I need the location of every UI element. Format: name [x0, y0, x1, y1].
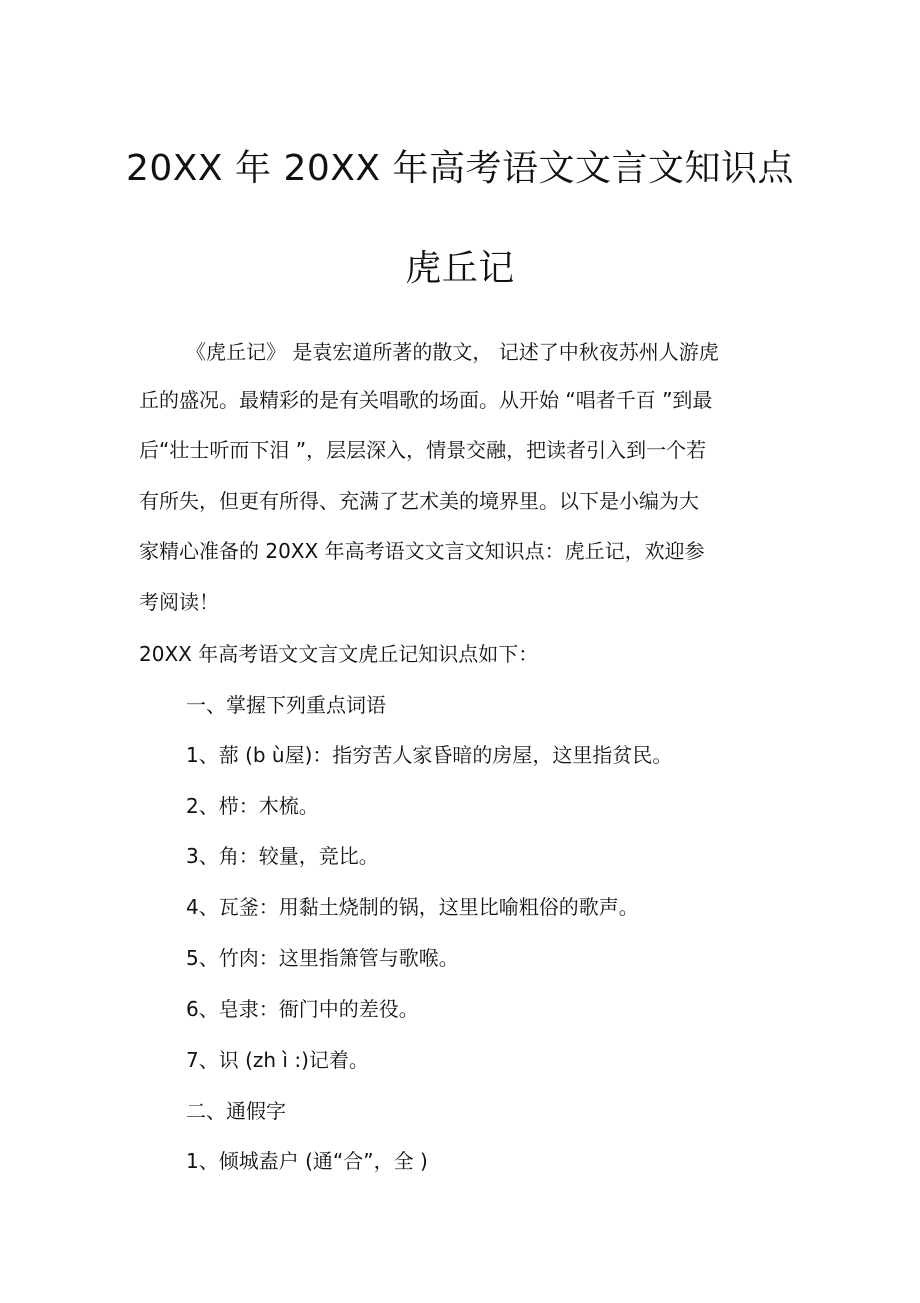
document-title: 20XX 年 20XX 年高考语文文言文知识点 — [125, 148, 795, 189]
vocab-item: 7、识 (zh ì :)记着。 — [186, 1048, 369, 1072]
vocab-item: 2、栉：木梳。 — [186, 794, 319, 818]
section-heading: 二、通假字 — [186, 1099, 286, 1123]
vocab-item: 1、蔀 (b ù屋)：指穷苦人家昏暗的房屋，这里指贫民。 — [186, 743, 673, 767]
intro-line: 丘的盛况。最精彩的是有关唱歌的场面。从开始 “唱者千百 ”到最 — [139, 388, 713, 412]
intro-line: 家精心准备的 20XX 年高考语文文言文知识点：虎丘记，欢迎参 — [139, 539, 705, 563]
vocab-item: 6、皂隶：衙门中的差役。 — [186, 997, 419, 1021]
intro-line: 考阅读！ — [139, 590, 219, 614]
tongjia-item: 1、倾城盍户 (通“合”，全 ) — [186, 1149, 428, 1173]
vocab-item: 5、竹肉：这里指箫管与歌喉。 — [186, 946, 459, 970]
intro-line: 有所失，但更有所得、充满了艺术美的境界里。以下是小编为大 — [139, 489, 699, 513]
section-intro: 20XX 年高考语文文言文虎丘记知识点如下： — [139, 642, 539, 666]
document-subtitle: 虎丘记 — [405, 248, 515, 289]
intro-line: 后“壮士听而下泪 ”，层层深入，情景交融，把读者引入到一个若 — [139, 438, 707, 462]
intro-line: 《虎丘记》 是袁宏道所著的散文， 记述了中秋夜苏州人游虎 — [186, 340, 719, 364]
vocab-item: 4、瓦釜：用黏土烧制的锅，这里比喻粗俗的歌声。 — [186, 895, 639, 919]
vocab-item: 3、角：较量，竞比。 — [186, 844, 379, 868]
section-heading: 一、掌握下列重点词语 — [186, 693, 386, 717]
